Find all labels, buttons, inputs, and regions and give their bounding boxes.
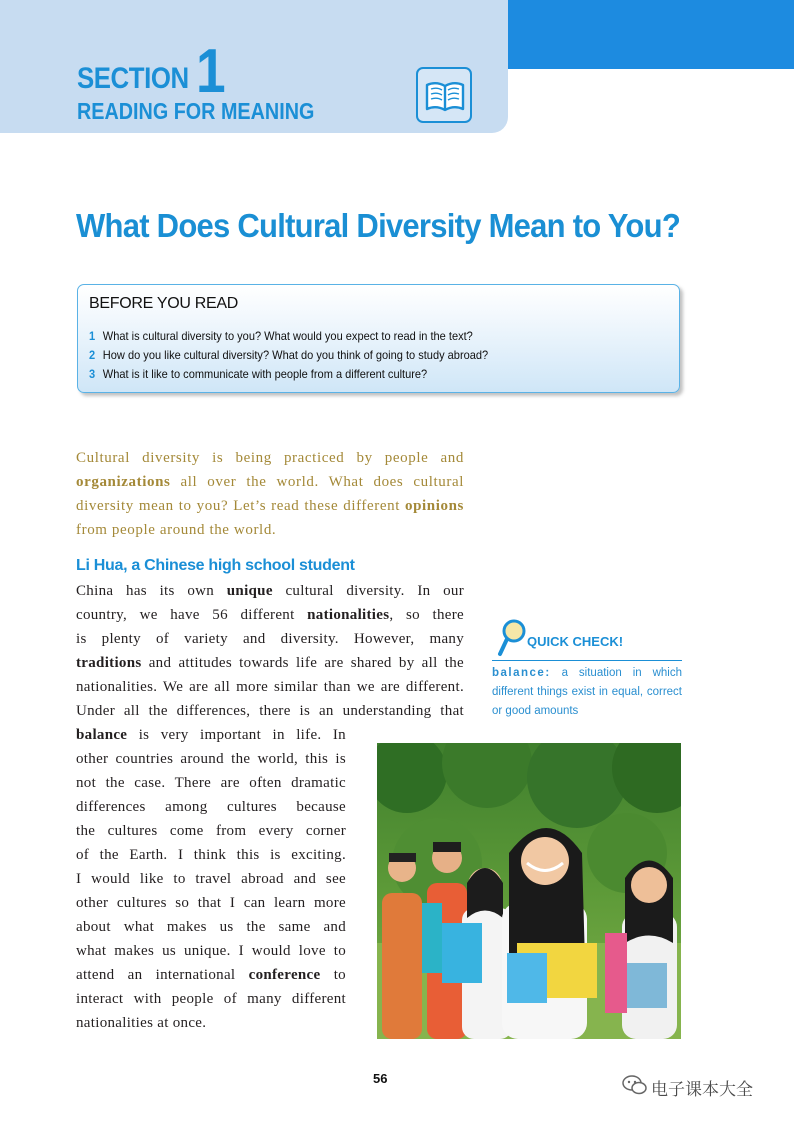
vocab-word: organizations: [76, 474, 171, 490]
item-number: 2: [89, 348, 96, 362]
wechat-icon: [622, 1074, 648, 1096]
intro-paragraph: Cultural diversity is being practiced by people and organizations all over the world. What does cultural diversity mean to you? Let’s read these different opinions from people around the world.: [76, 450, 464, 538]
vocab-word: traditions: [76, 655, 142, 671]
header-accent-band: [508, 0, 794, 69]
open-book-icon: [416, 67, 472, 123]
list-item: [89, 346, 488, 365]
speaker-heading: Li Hua, a Chinese high school student: [76, 557, 355, 574]
vocab-word: balance: [76, 727, 128, 743]
item-text: What is it like to communicate with people from a different culture?: [102, 367, 428, 381]
item-number: 3: [89, 367, 96, 381]
section-label: SECTION: [77, 62, 189, 95]
definition-term: balance:: [492, 667, 551, 679]
quick-check-title: QUICK CHECK!: [527, 634, 624, 649]
vocab-word: unique: [226, 583, 273, 599]
before-you-read-list: [89, 327, 523, 384]
page-number: 56: [373, 1071, 388, 1086]
item-number: 1: [89, 329, 96, 343]
watermark-text: 电子课本大全: [651, 1080, 753, 1100]
before-you-read-title: BEFORE YOU READ: [89, 295, 239, 312]
body-paragraph: China has its own unique cultural diversity. In our country, we have 56 different nationalities, so there is plenty of variety and diversity. However, many traditions and attitudes towards life are shared by all the nationalities. We are all more similar than we are different. Under all the differences, there is an understanding that: [76, 583, 464, 719]
item-text: What is cultural diversity to you? What would you expect to read in the text?: [102, 329, 473, 343]
divider: [492, 660, 682, 661]
section-number: 1: [196, 37, 226, 106]
body-paragraph-continued: balance is very important in life. In other countries around the world, this is not the case. There are often dramatic differences among cultures because the cultures come from every corner of the Earth. I think this is exciting. I would like to travel abroad and see other cultures so that I can learn more about what makes us the same and what makes us unique. I would love to attend an international conference to interact with people of many different nationalities at once.: [76, 727, 346, 1031]
students-photo: [377, 743, 681, 1039]
vocab-word: opinions: [404, 498, 464, 514]
list-item: [89, 327, 488, 346]
vocab-word: conference: [248, 967, 321, 983]
item-text: How do you like cultural diversity? What do you think of going to study abroad?: [102, 348, 489, 362]
vocab-word: nationalities: [307, 607, 390, 623]
list-item: [89, 365, 488, 384]
magnifier-icon: [497, 618, 527, 658]
page-title: What Does Cultural Diversity Mean to You?: [76, 207, 681, 244]
before-you-read-box: [77, 284, 680, 393]
section-subtitle: READING FOR MEANING: [77, 98, 315, 124]
quick-check-definition: balance: a situation in which different things exist in equal, correct or good amounts: [492, 667, 682, 717]
